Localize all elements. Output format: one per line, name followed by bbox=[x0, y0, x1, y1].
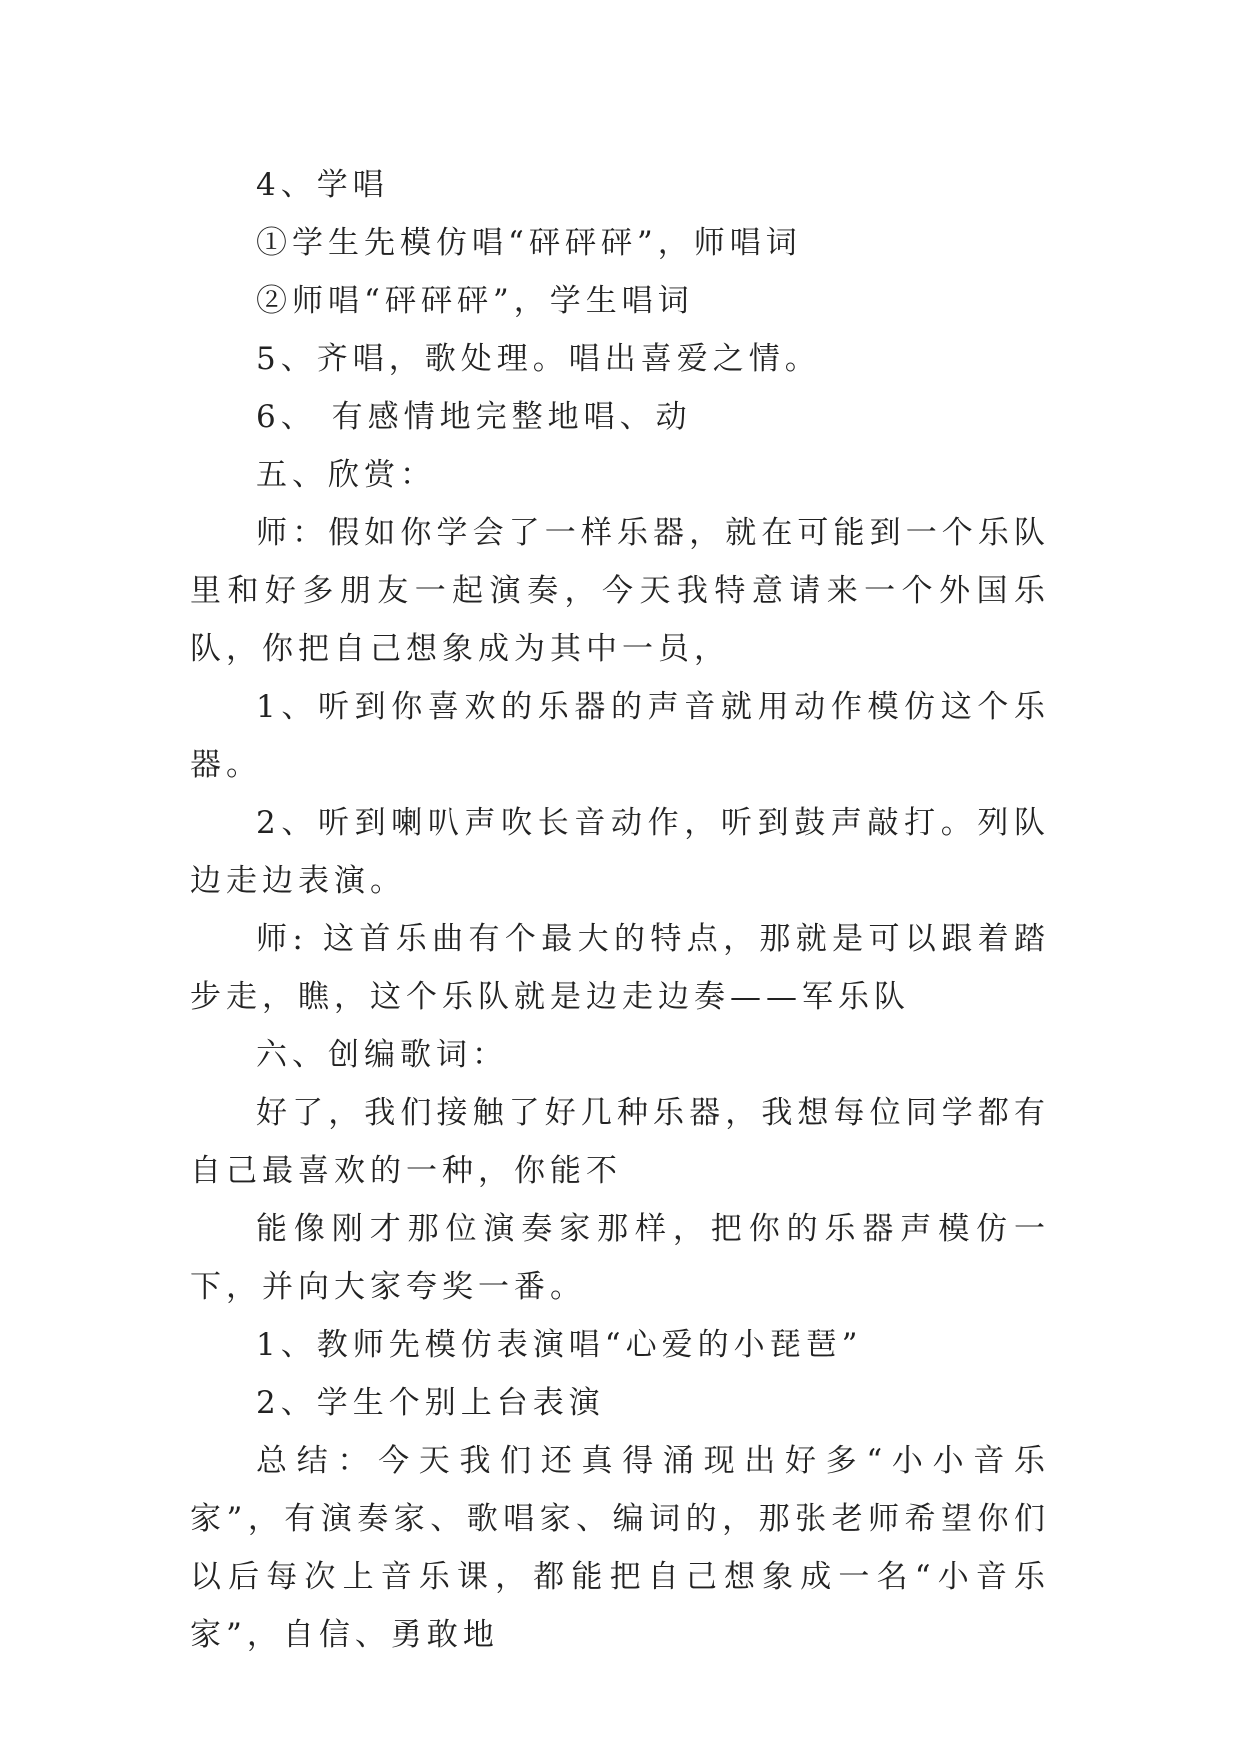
paragraph-summary: 总结：今天我们还真得涌现出好多“小小音乐家”，有演奏家、歌唱家、编词的，那张老师希望你们以后每次上音乐课，都能把自己想象成一名“小音乐家”，自信、勇敢地 bbox=[190, 1443, 1050, 1653]
paragraph-teacher-intro: 师：假如你学会了一样乐器，就在可能到一个乐队里和好多朋友一起演奏，今天我特意请来一个外国乐队，你把自己想象成为其中一员， bbox=[190, 515, 1050, 667]
paragraph-step-4-2: ②师唱“砰砰砰”，学生唱词 bbox=[256, 283, 694, 319]
document-body bbox=[190, 156, 1050, 1664]
paragraph-lyrics-intro: 好了，我们接触了好几种乐器，我想每位同学都有自己最喜欢的一种，你能不 bbox=[190, 1095, 1050, 1189]
paragraph-lyrics-1: 1、教师先模仿表演唱“心爱的小琵琶” bbox=[256, 1327, 863, 1363]
paragraph-step-6: 6、 有感情地完整地唱、动 bbox=[256, 399, 692, 435]
section-heading-lyrics: 六、创编歌词： bbox=[256, 1037, 508, 1073]
paragraph-step-5: 5、齐唱，歌处理。唱出喜爱之情。 bbox=[256, 341, 821, 377]
paragraph-lyrics-2: 2、学生个别上台表演 bbox=[256, 1385, 605, 1421]
paragraph-listen-1: 1、听到你喜欢的乐器的声音就用动作模仿这个乐器。 bbox=[190, 689, 1050, 783]
paragraph-step-4: 4、学唱 bbox=[256, 167, 389, 203]
section-heading-appreciation: 五、欣赏： bbox=[256, 457, 436, 493]
paragraph-lyrics-continued: 能像刚才那位演奏家那样，把你的乐器声模仿一下，并向大家夸奖一番。 bbox=[190, 1211, 1050, 1305]
paragraph-listen-2: 2、听到喇叭声吹长音动作，听到鼓声敲打。列队边走边表演。 bbox=[190, 805, 1050, 899]
paragraph-step-4-1: ①学生先模仿唱“砰砰砰”，师唱词 bbox=[256, 225, 802, 261]
paragraph-teacher-march: 师: 这首乐曲有个最大的特点，那就是可以跟着踏步走，瞧，这个乐队就是边走边奏——军乐队 bbox=[190, 921, 1050, 1015]
